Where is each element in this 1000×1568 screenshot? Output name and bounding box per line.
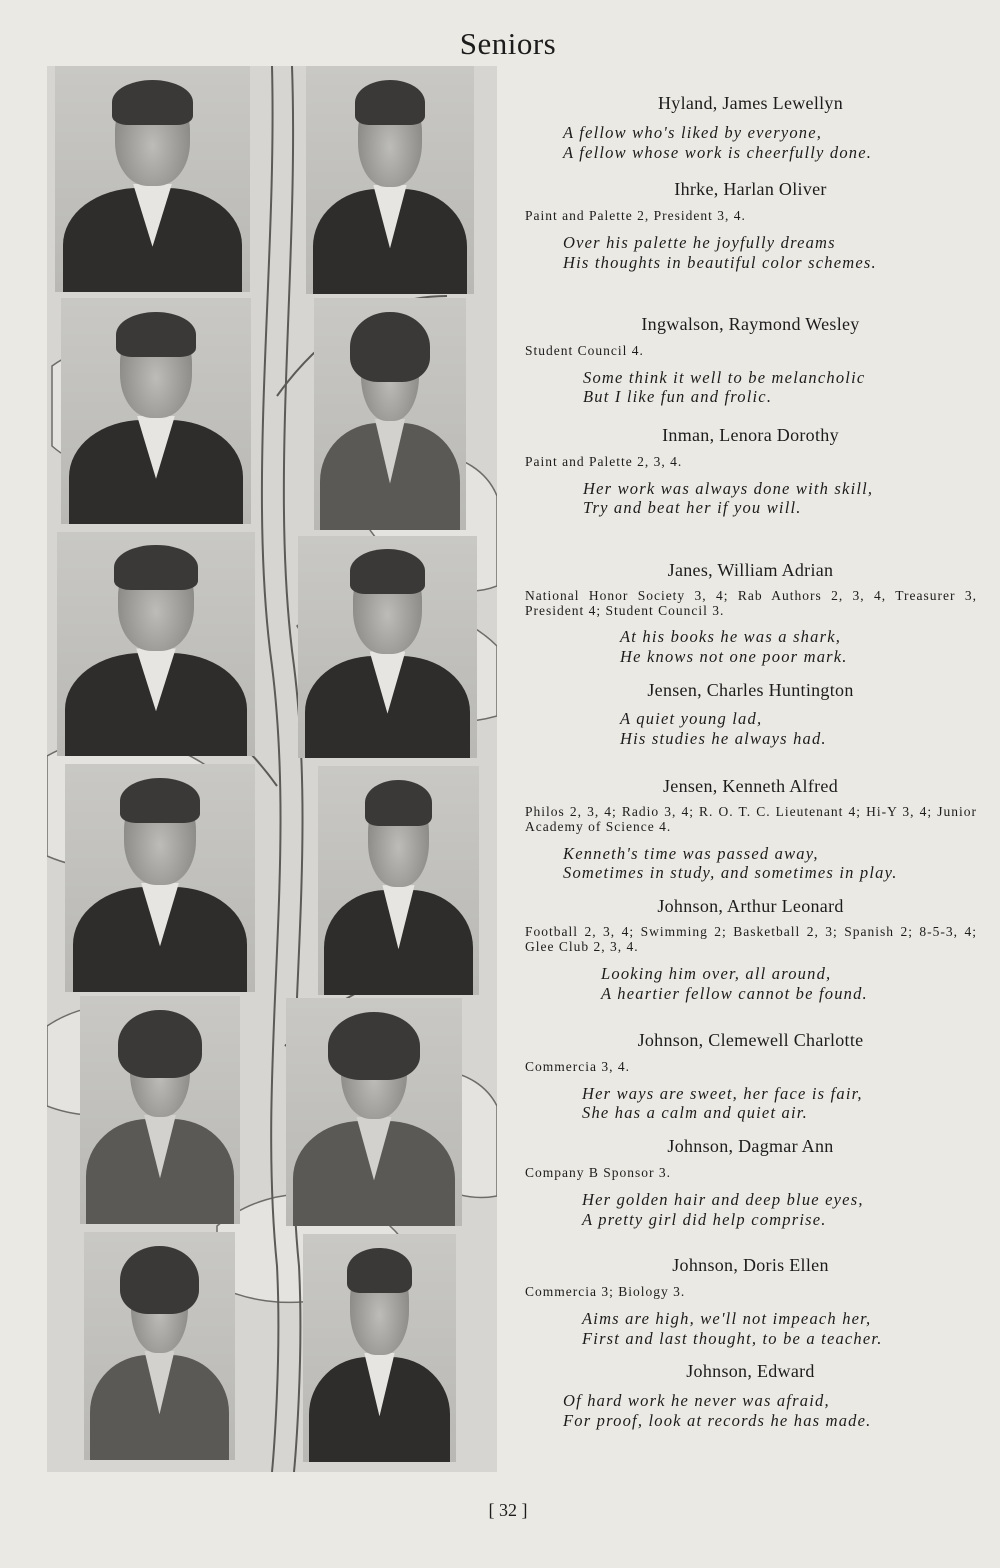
senior-verse-line: A fellow who's liked by everyone, [563, 123, 823, 142]
senior-verse-line: Kenneth's time was passed away, [563, 844, 819, 863]
portrait-panel [47, 66, 497, 1472]
senior-activities: Company B Sponsor 3. [525, 1165, 672, 1180]
senior-verse-line: She has a calm and quiet air. [582, 1103, 808, 1122]
senior-name: Johnson, Edward [686, 1361, 815, 1381]
senior-verse-line: A quiet young lad, [620, 709, 763, 728]
senior-verse-line: At his books he was a shark, [620, 627, 842, 646]
portrait-ihrke [306, 66, 474, 294]
portrait-johnson-doris [84, 1232, 235, 1460]
portrait-jensen-kenneth [65, 764, 255, 992]
senior-name: Jensen, Kenneth Alfred [662, 776, 839, 796]
page-title: Seniors [459, 26, 557, 61]
portrait-hyland [55, 66, 250, 292]
senior-verse-line: A fellow whose work is cheerfully done. [563, 143, 873, 162]
senior-activities: Paint and Palette 2, President 3, 4. [525, 208, 746, 223]
senior-verse-line: Sometimes in study, and sometimes in play. [563, 863, 898, 882]
senior-activities: Student Council 4. [525, 343, 644, 358]
senior-verse-line: First and last thought, to be a teacher. [582, 1329, 883, 1348]
senior-verse-line: He knows not one poor mark. [620, 647, 848, 666]
page-number: [ 32 ] [488, 1500, 528, 1520]
senior-verse-line: Try and beat her if you will. [583, 498, 802, 517]
senior-activities: Philos 2, 3, 4; Radio 3, 4; R. O. T. C. Lieutenant 4; Hi-Y 3, 4; Junior Academy of Science 4. [525, 804, 977, 834]
portrait-jensen-charles [298, 536, 477, 758]
senior-verse-line: Her work was always done with skill, [583, 479, 874, 498]
senior-verse-line: His thoughts in beautiful color schemes. [563, 253, 877, 272]
senior-activities: Commercia 3; Biology 3. [525, 1284, 686, 1299]
senior-verse-line: For proof, look at records he has made. [563, 1411, 872, 1430]
senior-name: Ingwalson, Raymond Wesley [641, 314, 860, 334]
portrait-johnson-arthur [318, 766, 479, 995]
senior-verse-line: A heartier fellow cannot be found. [601, 984, 868, 1003]
senior-name: Inman, Lenora Dorothy [662, 425, 839, 445]
senior-verse-line: His studies he always had. [620, 729, 827, 748]
senior-verse-line: Of hard work he never was afraid, [563, 1391, 830, 1410]
senior-name: Johnson, Dagmar Ann [667, 1136, 834, 1156]
portrait-johnson-dagmar [286, 998, 462, 1226]
portrait-johnson-clemewell [80, 996, 240, 1224]
senior-name: Jensen, Charles Huntington [647, 680, 854, 700]
senior-activities: Football 2, 3, 4; Swimming 2; Basketball 2, 3; Spanish 2; 8-5-3, 4; Glee Club 2, 3, 4. [525, 924, 977, 954]
portrait-ingwalson [61, 298, 251, 524]
senior-name: Hyland, James Lewellyn [657, 93, 844, 113]
senior-activities: Commercia 3, 4. [525, 1059, 630, 1074]
portrait-johnson-edward [303, 1234, 456, 1462]
senior-name: Janes, William Adrian [667, 560, 834, 580]
senior-verse-line: Her golden hair and deep blue eyes, [582, 1190, 864, 1209]
senior-activities: National Honor Society 3, 4; Rab Authors 2, 3, 4, Treasurer 3, President 4; Student Council 3. [525, 588, 977, 618]
senior-verse-line: Over his palette he joyfully dreams [563, 233, 836, 252]
senior-verse-line: Some think it well to be melancholic [583, 368, 866, 387]
senior-verse-line: Aims are high, we'll not impeach her, [582, 1309, 872, 1328]
senior-verse-line: But I like fun and frolic. [583, 387, 773, 406]
senior-activities: Paint and Palette 2, 3, 4. [525, 454, 683, 469]
senior-verse-line: Looking him over, all around, [601, 964, 832, 983]
senior-name: Ihrke, Harlan Oliver [674, 179, 827, 199]
senior-name: Johnson, Doris Ellen [672, 1255, 829, 1275]
senior-verse-line: Her ways are sweet, her face is fair, [582, 1084, 863, 1103]
portrait-janes [57, 532, 255, 756]
senior-verse-line: A pretty girl did help comprise. [582, 1210, 827, 1229]
senior-name: Johnson, Clemewell Charlotte [637, 1030, 864, 1050]
portrait-inman [314, 298, 466, 530]
senior-name: Johnson, Arthur Leonard [657, 896, 844, 916]
